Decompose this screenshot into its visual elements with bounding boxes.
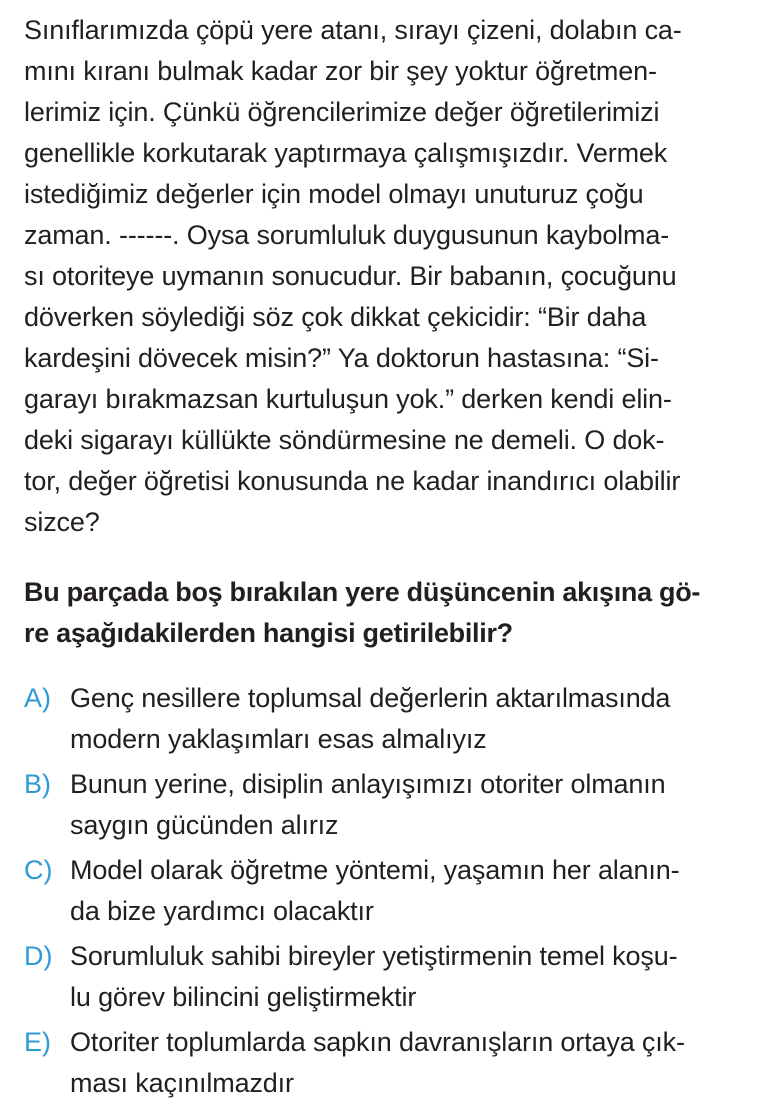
option-text-line: Sorumluluk sahibi bireyler yetiştirmenin temel koşu- <box>70 941 678 971</box>
passage-line: istediğimiz değerler için model olmayı unuturuz çoğu <box>24 179 644 209</box>
option-text-line: da bize yardımcı olacaktır <box>70 896 374 926</box>
option-text-line: Genç nesillere toplumsal değerlerin aktarılmasında <box>70 683 671 713</box>
question-line: re aşağıdakilerden hangisi getirilebilir? <box>24 618 513 648</box>
option-letter: E) <box>24 1027 51 1057</box>
passage-line: Sınıflarımızda çöpü yere atanı, sırayı çizeni, dolabın ca- <box>24 15 682 45</box>
option-text-line: Otoriter toplumlarda sapkın davranışların ortaya çık- <box>70 1027 685 1057</box>
option-letter: D) <box>24 941 53 971</box>
passage-line: lerimiz için. Çünkü öğrencilerimize değer öğretilerimizi <box>24 97 660 127</box>
passage-line: sizce? <box>24 507 100 537</box>
option-letter: B) <box>24 769 51 799</box>
option-text-line: modern yaklaşımları esas almalıyız <box>70 724 487 754</box>
passage-line: garayı bırakmazsan kurtuluşun yok.” derken kendi elin- <box>24 384 672 414</box>
question-line: Bu parçada boş bırakılan yere düşüncenin akışına gö- <box>24 577 701 607</box>
option-text-line: Bunun yerine, disiplin anlayışımızı otoriter olmanın <box>70 769 666 799</box>
option-text-line: saygın gücünden alırız <box>70 810 339 840</box>
option-letter: A) <box>24 683 51 713</box>
option-text-line: lu görev bilincini geliştirmektir <box>70 982 417 1012</box>
option-text-line: ması kaçınılmazdır <box>70 1068 294 1098</box>
passage-line: sı otoriteye uymanın sonucudur. Bir babanın, çocuğunu <box>24 261 677 291</box>
passage-line: kardeşini dövecek misin?” Ya doktorun hastasına: “Si- <box>24 343 659 373</box>
passage-line: tor, değer öğretisi konusunda ne kadar inandırıcı olabilir <box>24 466 681 496</box>
passage-line: zaman. ------. Oysa sorumluluk duygusunun kaybolma- <box>24 220 670 250</box>
option-text-line: Model olarak öğretme yöntemi, yaşamın her alanın- <box>70 855 680 885</box>
passage-line: mını kıranı bulmak kadar zor bir şey yoktur öğretmen- <box>24 56 657 86</box>
option-letter: C) <box>24 855 53 885</box>
passage-line: deki sigarayı küllükte söndürmesine ne demeli. O dok- <box>24 425 665 455</box>
passage-line: döverken söylediği söz çok dikkat çekicidir: “Bir daha <box>24 302 647 332</box>
passage-line: genellikle korkutarak yaptırmaya çalışmışızdır. Vermek <box>24 138 668 168</box>
